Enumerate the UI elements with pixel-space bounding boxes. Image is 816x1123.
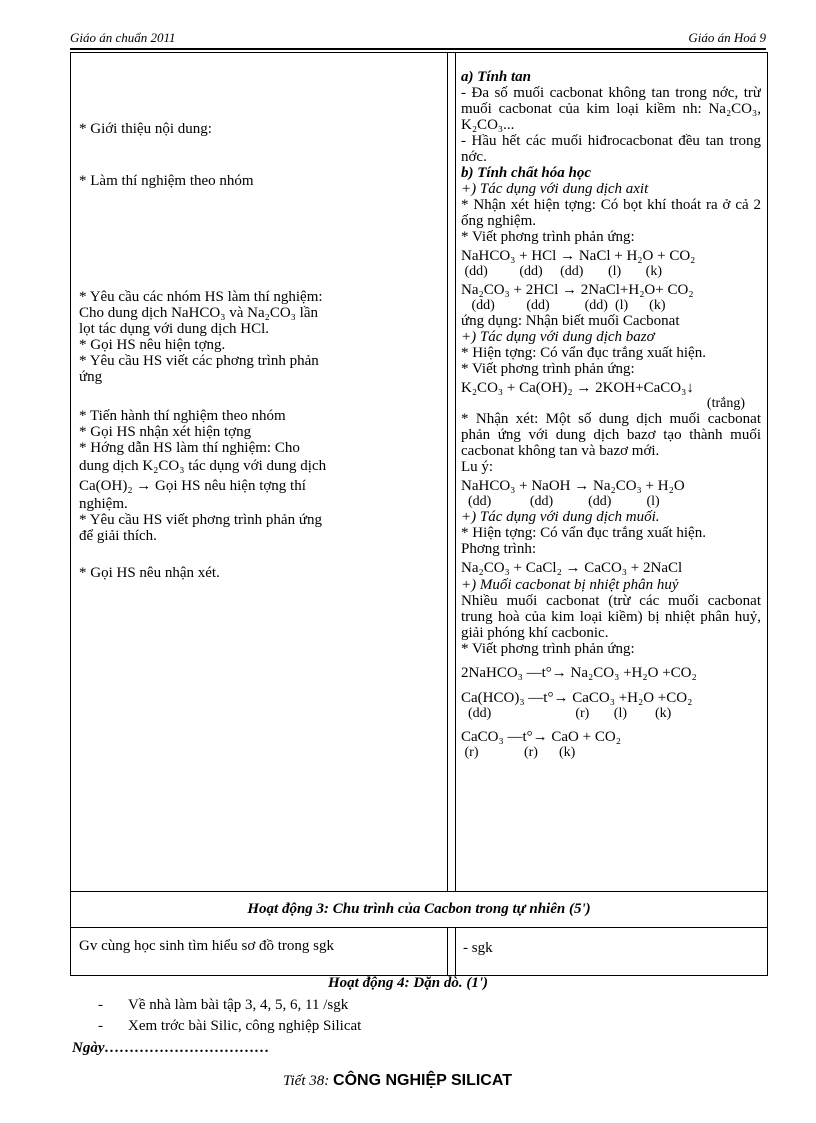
paragraph: Phơng trình: (461, 541, 537, 557)
left-line: lọt tác dụng với dung dịch HCl. (79, 321, 269, 337)
left-line: để giải thích. (79, 528, 157, 544)
paragraph: Lu ý: (461, 459, 494, 475)
paragraph: * Viết phơng trình phản ứng: (461, 229, 635, 245)
equation: CaCO₃ —t°→ CaO + CO₂ (461, 729, 621, 745)
paragraph: Nhiều muối cacbonat (trừ các muối cacbonat trung hoà của kim loại kiềm) bị nhiệt phân huỷ, giải phóng khí cacbonic. (461, 593, 761, 641)
page-header (70, 28, 766, 50)
paragraph: * Viết phơng trình phản ứng: (461, 641, 635, 657)
column-divider-left (447, 53, 448, 891)
state-labels: (trắng) (706, 396, 745, 411)
left-line: * Yêu cầu các nhóm HS làm thí nghiệm: (79, 289, 323, 305)
equation: Na₂CO₃ + CaCl₂ → CaCO₃ + 2NaCl (461, 560, 683, 576)
left-line: nghiệm. (79, 496, 128, 512)
left-line: * Yêu cầu HS viết phơng trình phản ứng (79, 512, 322, 528)
section-title: b) Tính chất hóa học (461, 165, 592, 181)
equation: 2NaHCO₃ —t°→ Na₂CO₃ +H₂O +CO₂ (461, 665, 697, 681)
paragraph: * Nhận xét hiện tợng: Có bọt khí thoát ra ở cả 2 ống nghiệm. (461, 197, 761, 229)
paragraph: ứng dụng: Nhận biết muối Cacbonat (461, 313, 680, 329)
state-labels: (r) (r) (k) (461, 745, 576, 760)
list-item-text: Về nhà làm bài tập 3, 4, 5, 6, 11 /sgk (128, 997, 349, 1013)
paragraph: * Nhận xét: Một số dung dịch muối cacbonat phản ứng với dung dịch bazơ tạo thành muối cacbonat không tan và bazơ mới. (461, 411, 761, 459)
subheading: +) Tác dụng với dung dịch axit (461, 181, 649, 197)
activity-3-teacher: Gv cùng học sinh tìm hiểu sơ đồ trong sgk (79, 938, 334, 954)
equation: K₂CO₃ + Ca(OH)₂ → 2KOH+CaCO₃↓ (461, 380, 694, 396)
paragraph: * Hiện tợng: Có vẩn đục trắng xuất hiện. (461, 525, 706, 541)
header-right: Giáo án Hoá 9 (688, 30, 766, 45)
lesson-number: Tiết 38: (283, 1073, 330, 1089)
left-line: dung dịch K₂CO₃ tác dụng với dung dịch (79, 458, 327, 474)
equation: Ca(HCO)₃ —t°→ CaCO₃ +H₂O +CO₂ (461, 690, 693, 706)
state-labels: (dd) (dd) (dd) (l) (461, 494, 660, 509)
left-line: * Gọi HS nhận xét hiện tợng (79, 424, 252, 440)
header-left: Giáo án chuẩn 2011 (70, 30, 176, 45)
state-labels: (dd) (dd) (dd) (l) (k) (461, 264, 663, 279)
left-line: * Yêu cầu HS viết các phơng trình phản (79, 353, 319, 369)
left-line: * Hớng dẫn HS làm thí nghiệm: Cho (79, 440, 300, 456)
row-divider (71, 891, 767, 892)
bullet-dash: - (98, 1018, 103, 1034)
equation: NaHCO₃ + NaOH → Na₂CO₃ + H₂O (461, 478, 685, 494)
column-divider-right (455, 927, 456, 975)
paragraph: - Hầu hết các muối hiđrocacbonat đều tan trong nớc. (461, 133, 761, 165)
next-lesson-heading (283, 1072, 512, 1090)
left-line: Cho dung dịch NaHCO₃ và Na₂CO₃ lần (79, 305, 318, 321)
equation: Na₂CO₃ + 2HCl → 2NaCl+H₂O+ CO₂ (461, 282, 694, 298)
state-labels: (dd) (r) (l) (k) (461, 706, 672, 721)
paragraph: * Viết phơng trình phản ứng: (461, 361, 635, 377)
list-item-text: Xem trớc bài Silic, công nghiệp Silicat (128, 1018, 362, 1034)
left-line: * Giới thiệu nội dung: (79, 121, 212, 137)
section-title: a) Tính tan (461, 69, 532, 85)
subheading: +) Tác dụng với dung dịch bazơ (461, 329, 655, 345)
paragraph: * Hiện tợng: Có vẩn đục trắng xuất hiện. (461, 345, 706, 361)
row-divider (71, 927, 767, 928)
left-line: * Gọi HS nêu nhận xét. (79, 565, 220, 581)
activity-4-title: Hoạt động 4: Dặn dò. (1') (327, 975, 488, 991)
list-item (100, 997, 348, 1014)
left-line: * Tiến hành thí nghiệm theo nhóm (79, 408, 286, 424)
column-divider-left (447, 927, 448, 975)
state-labels: (dd) (dd) (dd) (l) (k) (461, 298, 666, 313)
date-line: Ngày…………………………… (72, 1040, 270, 1056)
left-line: * Gọi HS nêu hiện tợng. (79, 337, 226, 353)
subheading: +) Tác dụng với dung dịch muối. (461, 509, 660, 525)
activity-3-title: Hoạt động 3: Chu trình của Cacbon trong tự nhiên (5') (247, 901, 591, 917)
bullet-dash: - (98, 997, 103, 1013)
lesson-table (70, 52, 768, 976)
column-divider-right (455, 53, 456, 891)
lesson-title: CÔNG NGHIỆP SILICAT (333, 1072, 512, 1089)
left-line: * Làm thí nghiệm theo nhóm (79, 173, 254, 189)
paragraph: - Đa số muối cacbonat không tan trong nớc, trừ muối cacbonat của kim loại kiềm nh: Na₂CO₃, K₂CO₃... (461, 85, 761, 133)
list-item (100, 1018, 361, 1035)
left-line: ứng (79, 369, 103, 385)
equation: NaHCO₃ + HCl → NaCl + H₂O + CO₂ (461, 248, 696, 264)
subheading: +) Muối cacbonat bị nhiệt phân huỷ (461, 577, 679, 593)
right-column (461, 69, 761, 891)
activity-3-student: - sgk (463, 940, 493, 956)
left-line: Ca(OH)₂ → Gọi HS nêu hiện tợng thí (79, 478, 306, 494)
